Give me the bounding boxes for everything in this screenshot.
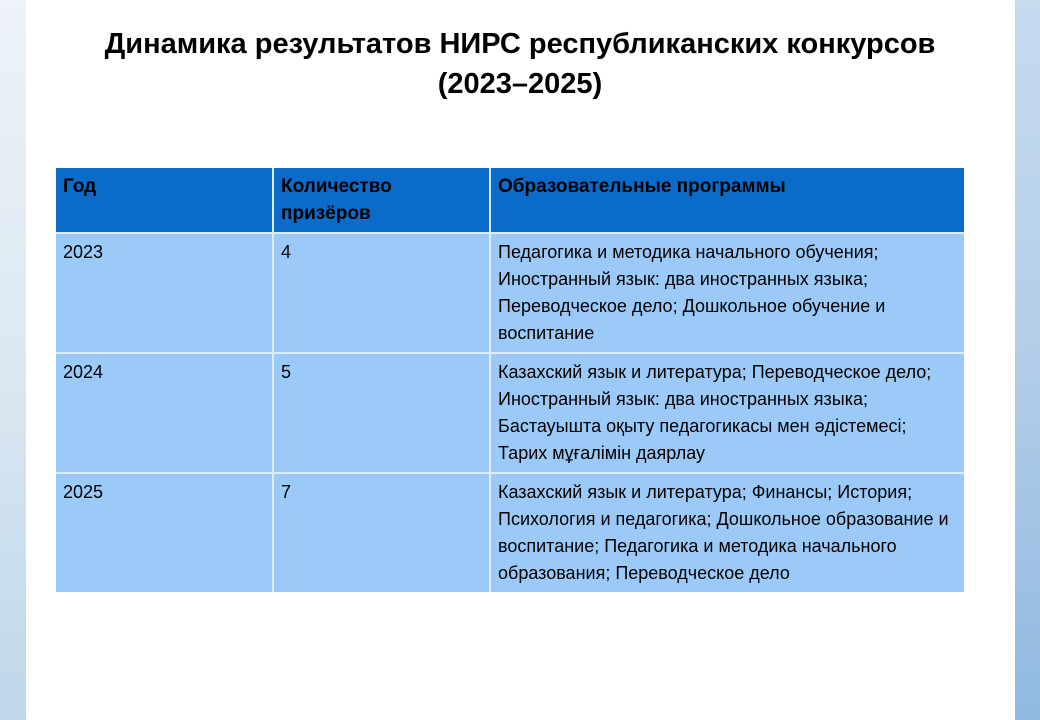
- winners-count-cell: 5: [272, 352, 489, 472]
- slide-title: [50, 24, 990, 104]
- right-edge-gradient: [1015, 0, 1040, 720]
- programs-cell: Педагогика и методика начального обучения; Иностранный язык: два иностранных языка; Переводческое дело; Дошкольное обучение и воспитание: [489, 232, 964, 352]
- programs-cell: Казахский язык и литература; Финансы; История; Психология и педагогика; Дошкольное образование и воспитание; Педагогика и методика начального образования; Переводческое дело: [489, 472, 964, 592]
- year-cell: 2024: [56, 352, 272, 472]
- slide-title-line1: Динамика результатов НИРС республиканских конкурсов: [104, 28, 936, 60]
- col-header-year: Год: [56, 168, 272, 232]
- table-row-2023: [56, 232, 964, 352]
- results-table: [56, 168, 964, 592]
- col-header-programs: Образовательные программы: [489, 168, 964, 232]
- winners-count-cell: 4: [272, 232, 489, 352]
- table-header-row: [56, 168, 964, 232]
- left-edge-gradient: [0, 0, 26, 720]
- year-cell: 2025: [56, 472, 272, 592]
- table-row-2025: [56, 472, 964, 592]
- table-row-2024: [56, 352, 964, 472]
- slide-title-line2: (2023–2025): [437, 68, 603, 100]
- programs-cell: Казахский язык и литература; Переводческое дело; Иностранный язык: два иностранных языка; Бастауышта оқыту педагогикасы мен әдістемесі; Тарих мұғалімін даярлау: [489, 352, 964, 472]
- col-header-winners-count: Количество призёров: [272, 168, 489, 232]
- year-cell: 2023: [56, 232, 272, 352]
- winners-count-cell: 7: [272, 472, 489, 592]
